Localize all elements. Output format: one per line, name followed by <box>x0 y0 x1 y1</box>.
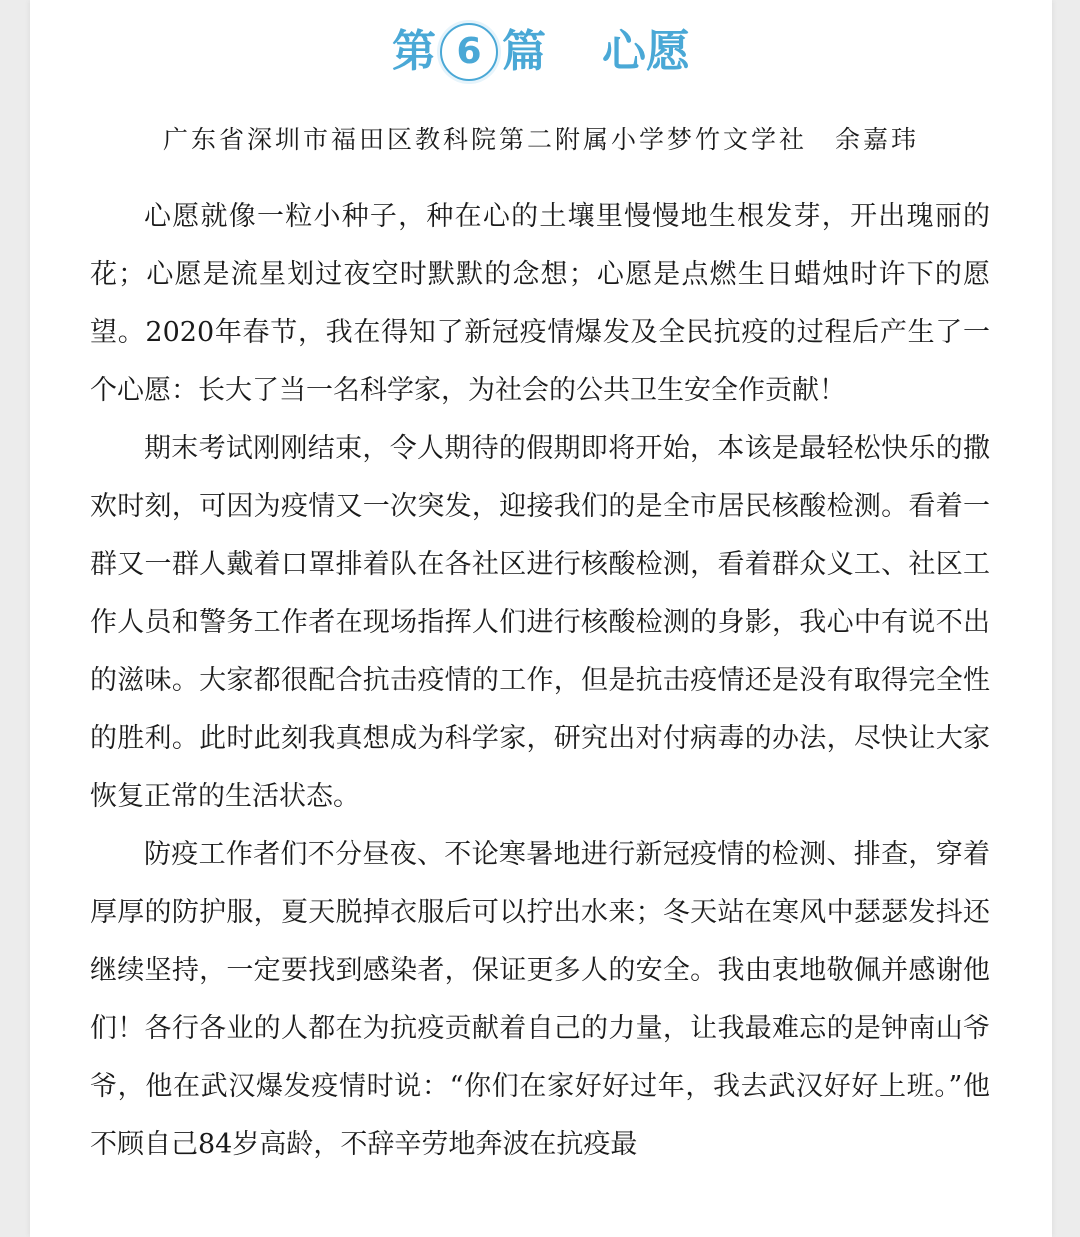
essay-body <box>90 188 990 1174</box>
chapter-title <box>30 18 1052 88</box>
paragraph-2: 期末考试刚刚结束，令人期待的假期即将开始，本该是最轻松快乐的撒欢时刻，可因为疫情又一次突发，迎接我们的是全市居民核酸检测。看着一群又一群人戴着口罩排着队在各社区进行核酸检测，看着群众义工、社区工作人员和警务工作者在现场指挥人们进行核酸检测的身影，我心中有说不出的滋味。大家都很配合抗击疫情的工作，但是抗击疫情还是没有取得完全性的胜利。此时此刻我真想成为科学家，研究出对付病毒的办法，尽快让大家恢复正常的生活状态。 <box>90 433 990 812</box>
author-name: 余嘉玮 <box>835 125 920 154</box>
paragraph-1: 心愿就像一粒小种子，种在心的土壤里慢慢地生根发芽，开出瑰丽的花；心愿是流星划过夜空时默默的念想；心愿是点燃生日蜡烛时许下的愿望。2020年春节，我在得知了新冠疫情爆发及全民抗疫的过程后产生了一个心愿：长大了当一名科学家，为社会的公共卫生安全作贡献！ <box>90 201 990 406</box>
chapter-suffix: 篇 <box>502 26 546 77</box>
author-school: 广东省深圳市福田区教科院第二附属小学梦竹文学社 <box>162 125 807 154</box>
paragraph-3: 防疫工作者们不分昼夜、不论寒暑地进行新冠疫情的检测、排查，穿着厚厚的防护服，夏天脱掉衣服后可以拧出水来；冬天站在寒风中瑟瑟发抖还继续坚持，一定要找到感染者，保证更多人的安全。我由衷地敬佩并感谢他们！各行各业的人都在为抗疫贡献着自己的力量，让我最难忘的是钟南山爷爷，他在武汉爆发疫情时说：“你们在家好好过年，我去武汉好好上班。”他不顾自己84岁高龄，不辞辛劳地奔波在抗疫最 <box>90 839 990 1160</box>
essay-title: 心愿 <box>602 26 690 77</box>
author-byline <box>30 120 1052 156</box>
document-page <box>30 0 1052 1237</box>
chapter-number-badge: 6 <box>440 23 498 81</box>
chapter-prefix: 第 <box>392 26 436 77</box>
